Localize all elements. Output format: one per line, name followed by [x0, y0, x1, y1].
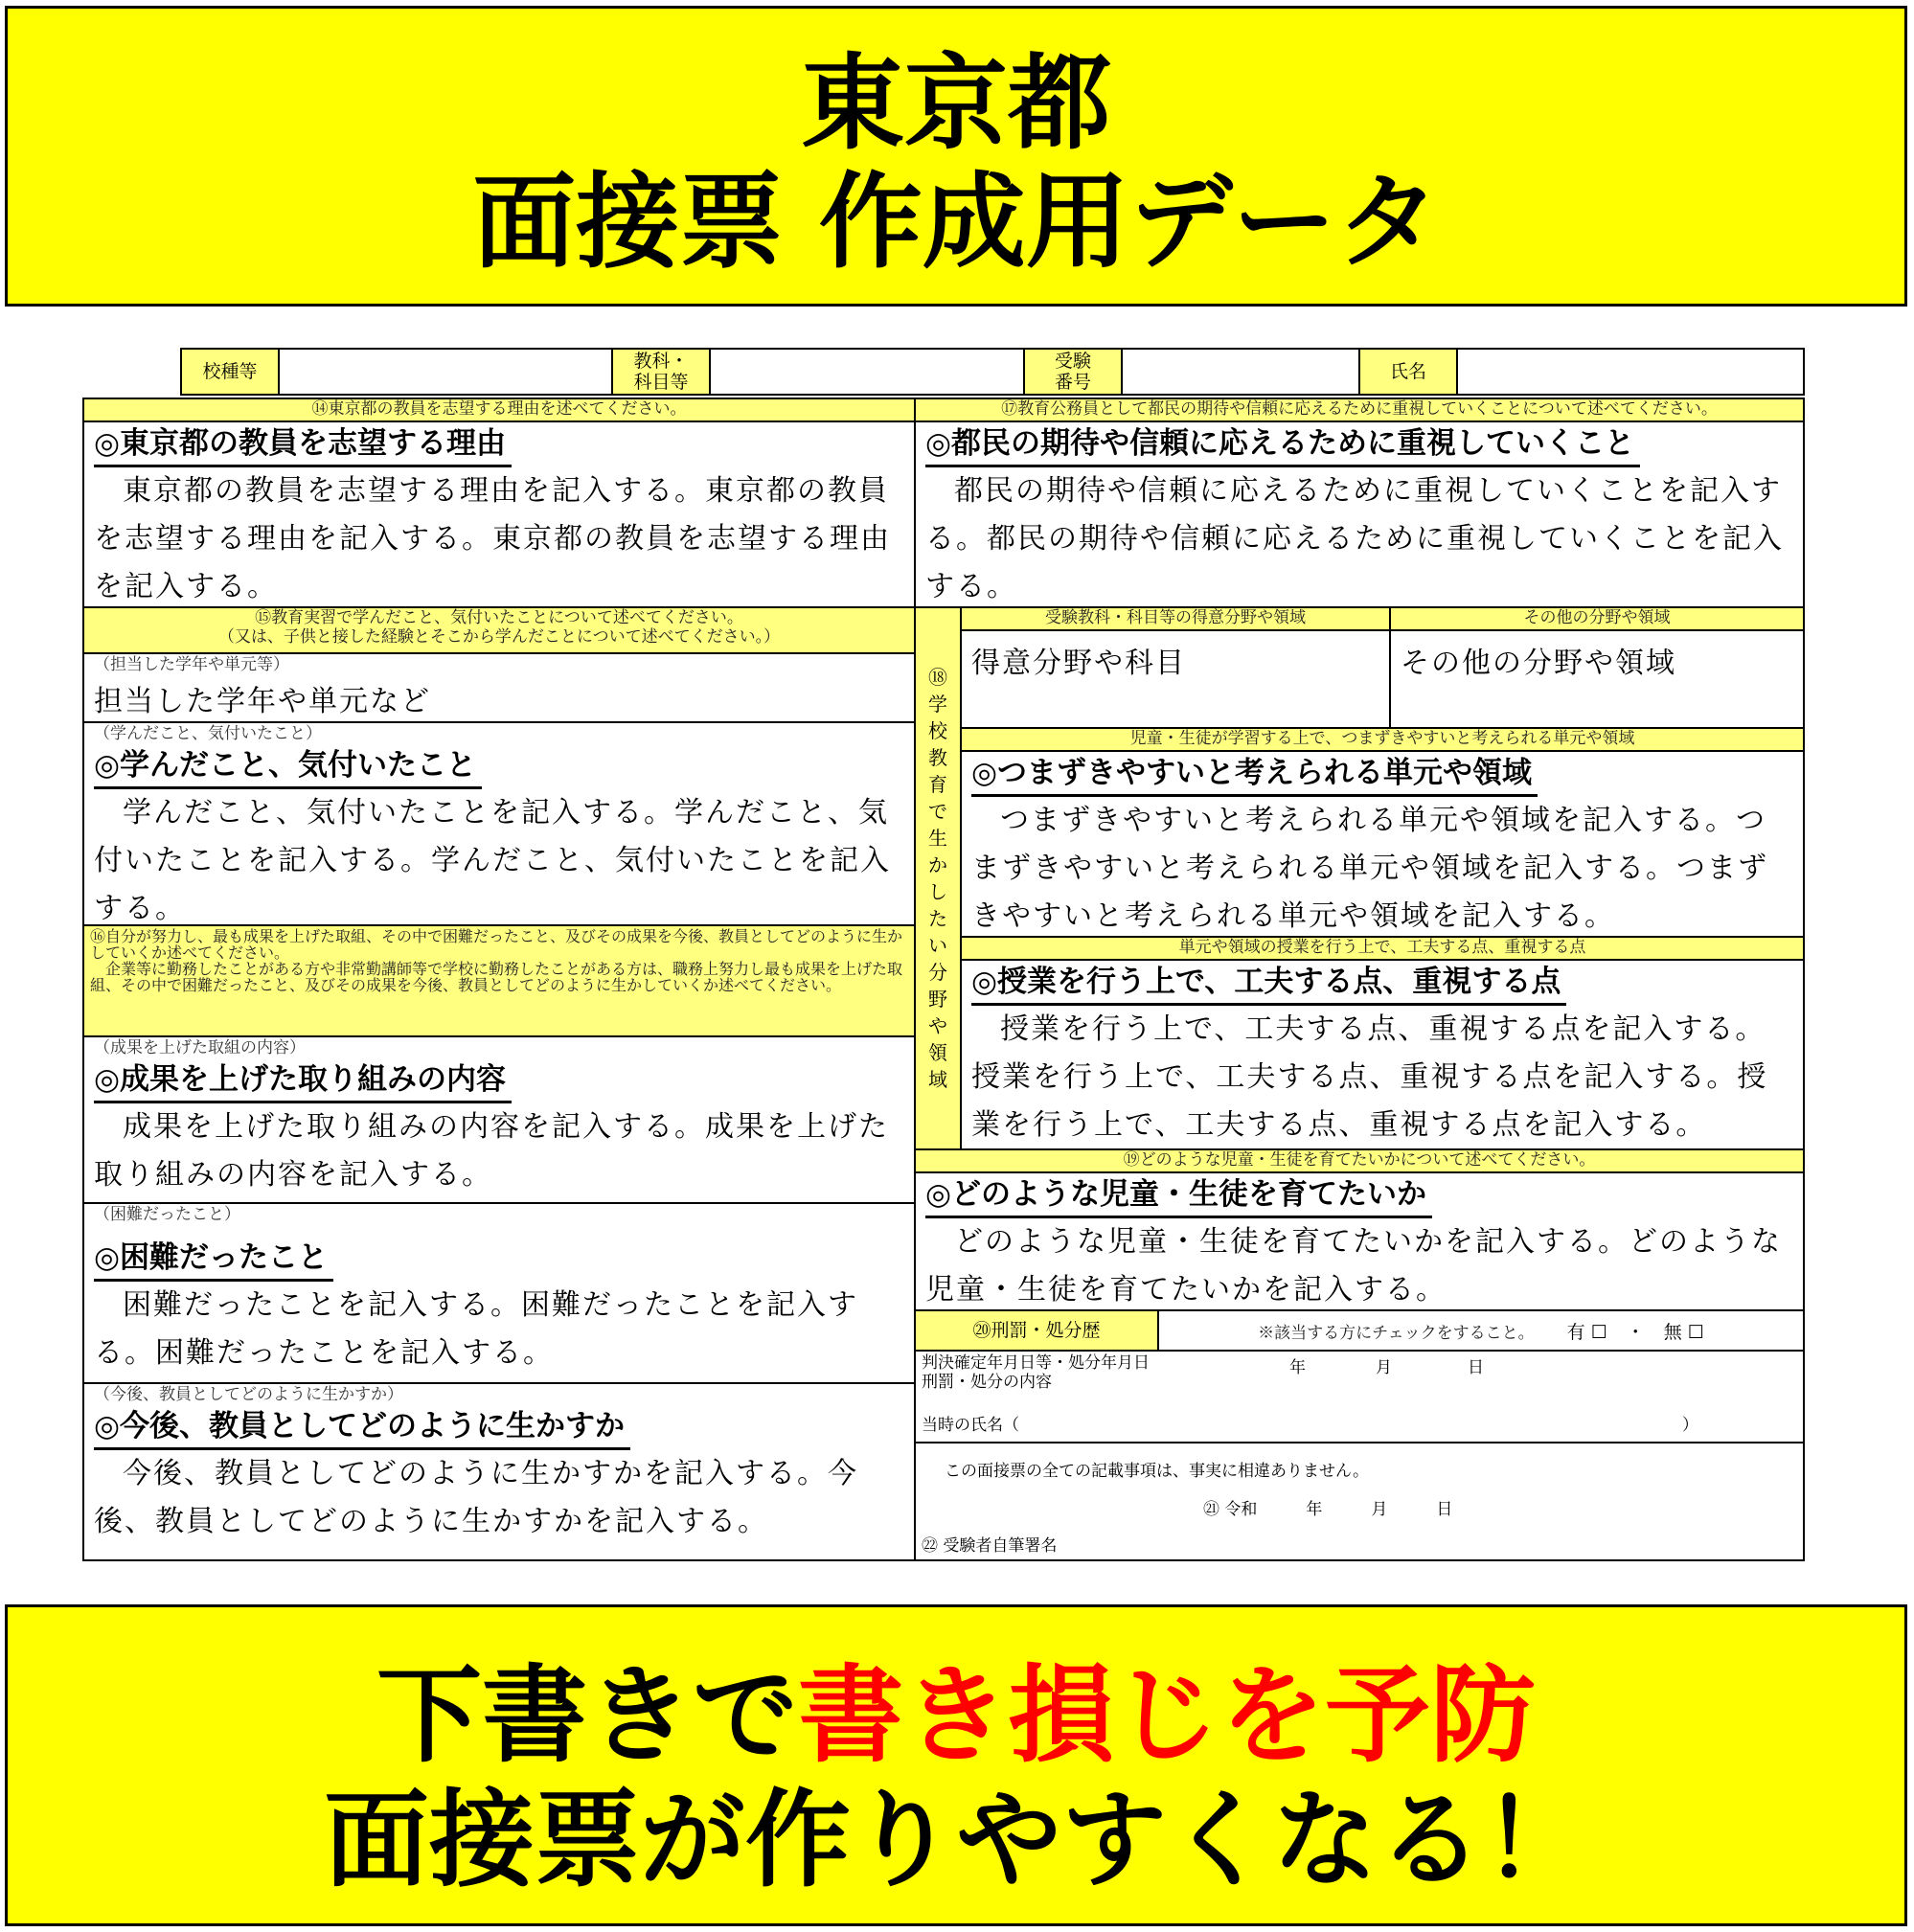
q18-heading2: ◎つまずきやすいと考えられる単元や領域: [971, 752, 1538, 797]
q20-year: 年: [1289, 1358, 1306, 1377]
q16-body1: 成果を上げた取り組みの内容を記入する。成果を上げた取り組みの内容を記入する。: [94, 1110, 889, 1192]
q18-heading3: ◎授業を行う上で、工夫する点、重視する点: [971, 961, 1566, 1006]
q14-heading: ◎東京都の教員を志望する理由: [94, 422, 512, 467]
interview-form: [82, 348, 1805, 1561]
q18-col2-entry: その他の分野や領域: [1401, 647, 1676, 680]
banner-line1: [8, 1653, 1904, 1778]
q18-lesson-answer[interactable]: [960, 959, 1805, 1150]
q17-body: 都民の期待や信頼に応えるために重視していくことを記入する。都民の期待や信頼に応えるために重視していくことを記入する。: [925, 474, 1784, 603]
q20-yes-checkbox[interactable]: 有 ☐: [1566, 1321, 1607, 1343]
q16-body2: 困難だったことを記入する。困難だったことを記入する。困難だったことを記入する。: [94, 1288, 858, 1370]
q16-sub3: （今後、教員としてどのように生かすか）: [94, 1385, 403, 1404]
banner-subtitle: 面接票 作成用データ: [472, 163, 1440, 283]
q15-entry1: 担当した学年や単元など: [94, 685, 431, 718]
q18-col1-entry: 得意分野や科目: [971, 647, 1186, 680]
q15-sub2: （学んだこと、気付いたこと）: [94, 724, 322, 743]
q20-dot: ・: [1626, 1321, 1645, 1343]
q20-no-checkbox[interactable]: 無 ☐: [1663, 1321, 1704, 1343]
q18-body2: つまずきやすいと考えられる単元や領域を記入する。つまずきやすいと考えられる単元や領域を記入する。つまずきやすいと考えられる単元や領域を記入する。: [971, 804, 1768, 933]
q16-future-answer[interactable]: [82, 1382, 916, 1561]
q18-prompt3: 単元や領域の授業を行う上で、工夫する点、重視する点: [960, 936, 1805, 961]
q15-answer[interactable]: [82, 721, 916, 926]
q16-prompt: [82, 924, 916, 1037]
declaration-date: ㉑ 令和 年 月 日: [1203, 1500, 1453, 1519]
q20-content-label: 刑罰・処分の内容: [922, 1373, 1052, 1392]
signature-label: ㉒ 受験者自筆署名: [922, 1536, 1058, 1556]
banner-title: 東京都: [800, 44, 1111, 164]
q18-col1-label: 受験教科・科目等の得意分野や領域: [960, 606, 1391, 631]
exam-number-field[interactable]: [1121, 348, 1360, 396]
q20-old-name-close: ）: [1682, 1416, 1698, 1435]
q15-grade-unit-field[interactable]: [82, 652, 916, 723]
q14-body: 東京都の教員を志望する理由を記入する。東京都の教員を志望する理由を記入する。東京都の教員を志望する理由を記入する。: [94, 474, 891, 603]
q17-prompt: ⑰教育公務員として都民の期待や信頼に応えるために重視していくことについて述べてください。: [914, 398, 1805, 422]
exam-number-label: 受験 番号: [1023, 348, 1123, 396]
q18-body3: 授業を行う上で、工夫する点、重視する点を記入する。授業を行う上で、工夫する点、重視する点を記入する。授業を行う上で、工夫する点、重視する点を記入する。: [971, 1012, 1768, 1142]
q18-col2-field[interactable]: [1389, 629, 1805, 729]
q17-heading: ◎都民の期待や信頼に応えるために重視していくこと: [925, 422, 1640, 467]
q20-details[interactable]: [914, 1350, 1805, 1443]
q15-prompt: ⑮教育実習で学んだこと、気付いたことについて述べてください。 （又は、子供と接した経験とそこから学んだことについて述べてください。）: [82, 606, 916, 654]
q18-side-text: ⑱学校教育で生かしたい分野や領域: [928, 666, 947, 1091]
q20-instruction: ※該当する方にチェックをすること。: [1258, 1323, 1535, 1343]
q18-stumbling-answer[interactable]: [960, 750, 1805, 938]
school-type-label: 校種等: [180, 348, 280, 396]
q20-old-name: 当時の氏名（: [922, 1416, 1019, 1435]
q15-heading: ◎学んだこと、気付いたこと: [94, 744, 482, 789]
q16-achievement-answer[interactable]: [82, 1035, 916, 1204]
q16-heading3: ◎今後、教員としてどのように生かすか: [94, 1405, 630, 1450]
q18-side-label: [914, 606, 962, 1150]
q14-prompt: ⑭東京都の教員を志望する理由を述べてください。: [82, 398, 916, 422]
q16-difficulty-answer[interactable]: [82, 1202, 916, 1384]
q16-heading1: ◎成果を上げた取り組みの内容: [94, 1058, 512, 1103]
declaration-box[interactable]: [914, 1442, 1805, 1561]
q17-answer[interactable]: [914, 420, 1805, 608]
q19-answer[interactable]: [914, 1171, 1805, 1311]
q15-body: 学んだこと、気付いたことを記入する。学んだこと、気付いたことを記入する。学んだこと、気付いたことを記入する。: [94, 796, 891, 925]
q19-prompt: ⑲どのような児童・生徒を育てたいかについて述べてください。: [914, 1148, 1805, 1173]
top-banner: [5, 6, 1907, 307]
banner-line1-red: 書き損じを予防: [798, 1654, 1536, 1777]
q18-col1-field[interactable]: [960, 629, 1391, 729]
q20-day: 日: [1468, 1358, 1484, 1377]
q19-body: どのような児童・生徒を育てたいかを記入する。どのような児童・生徒を育てたいかを記入する。: [925, 1225, 1782, 1307]
subject-label: 教科・ 科目等: [611, 348, 711, 396]
school-type-field[interactable]: [278, 348, 613, 396]
q14-answer[interactable]: [82, 420, 916, 608]
q20-check-row: [1157, 1309, 1805, 1352]
q16-sub1: （成果を上げた取組の内容）: [94, 1038, 306, 1057]
declaration-text: この面接票の全ての記載事項は、事実に相違ありません。: [945, 1462, 1370, 1481]
banner-line1-black: 下書きで: [376, 1654, 798, 1777]
q20-date-label: 判決確定年月日等・処分年月日: [922, 1353, 1150, 1373]
subject-field[interactable]: [709, 348, 1025, 396]
banner-line2: 面接票が作りやすくなる！: [324, 1779, 1588, 1901]
q20-month: 月: [1376, 1358, 1392, 1377]
name-field[interactable]: [1456, 348, 1805, 396]
q20-label: ⑳刑罰・処分歴: [914, 1309, 1159, 1352]
bottom-banner: [5, 1604, 1907, 1926]
q18-col2-label: その他の分野や領域: [1389, 606, 1805, 631]
name-label: 氏名: [1358, 348, 1458, 396]
q16-body3: 今後、教員としてどのように生かすかを記入する。今後、教員としてどのように生かすかを記入する。: [94, 1457, 858, 1538]
q16-prompt1: ⑯自分が努力し、最も成果を上げた取組、その中で困難だったこと、及びその成果を今後、教員としてどのように生かしていくか述べてください。: [90, 927, 903, 962]
q16-prompt2: 企業等に勤務したことがある方や非常勤講師等で学校に勤務したことがある方は、職務上努力し最も成果を上げた取組、その中で困難だったこと、及びその成果を今後、教員としてどのように生かしていくか述べてください。: [90, 960, 903, 994]
q16-sub2: （困難だったこと）: [94, 1205, 240, 1224]
q16-heading2: ◎困難だったこと: [94, 1237, 333, 1282]
q15-sub1: （担当した学年や単元等）: [94, 655, 289, 674]
q19-heading: ◎どのような児童・生徒を育てたいか: [925, 1173, 1432, 1218]
q18-prompt2: 児童・生徒が学習する上で、つまずきやすいと考えられる単元や領域: [960, 727, 1805, 752]
